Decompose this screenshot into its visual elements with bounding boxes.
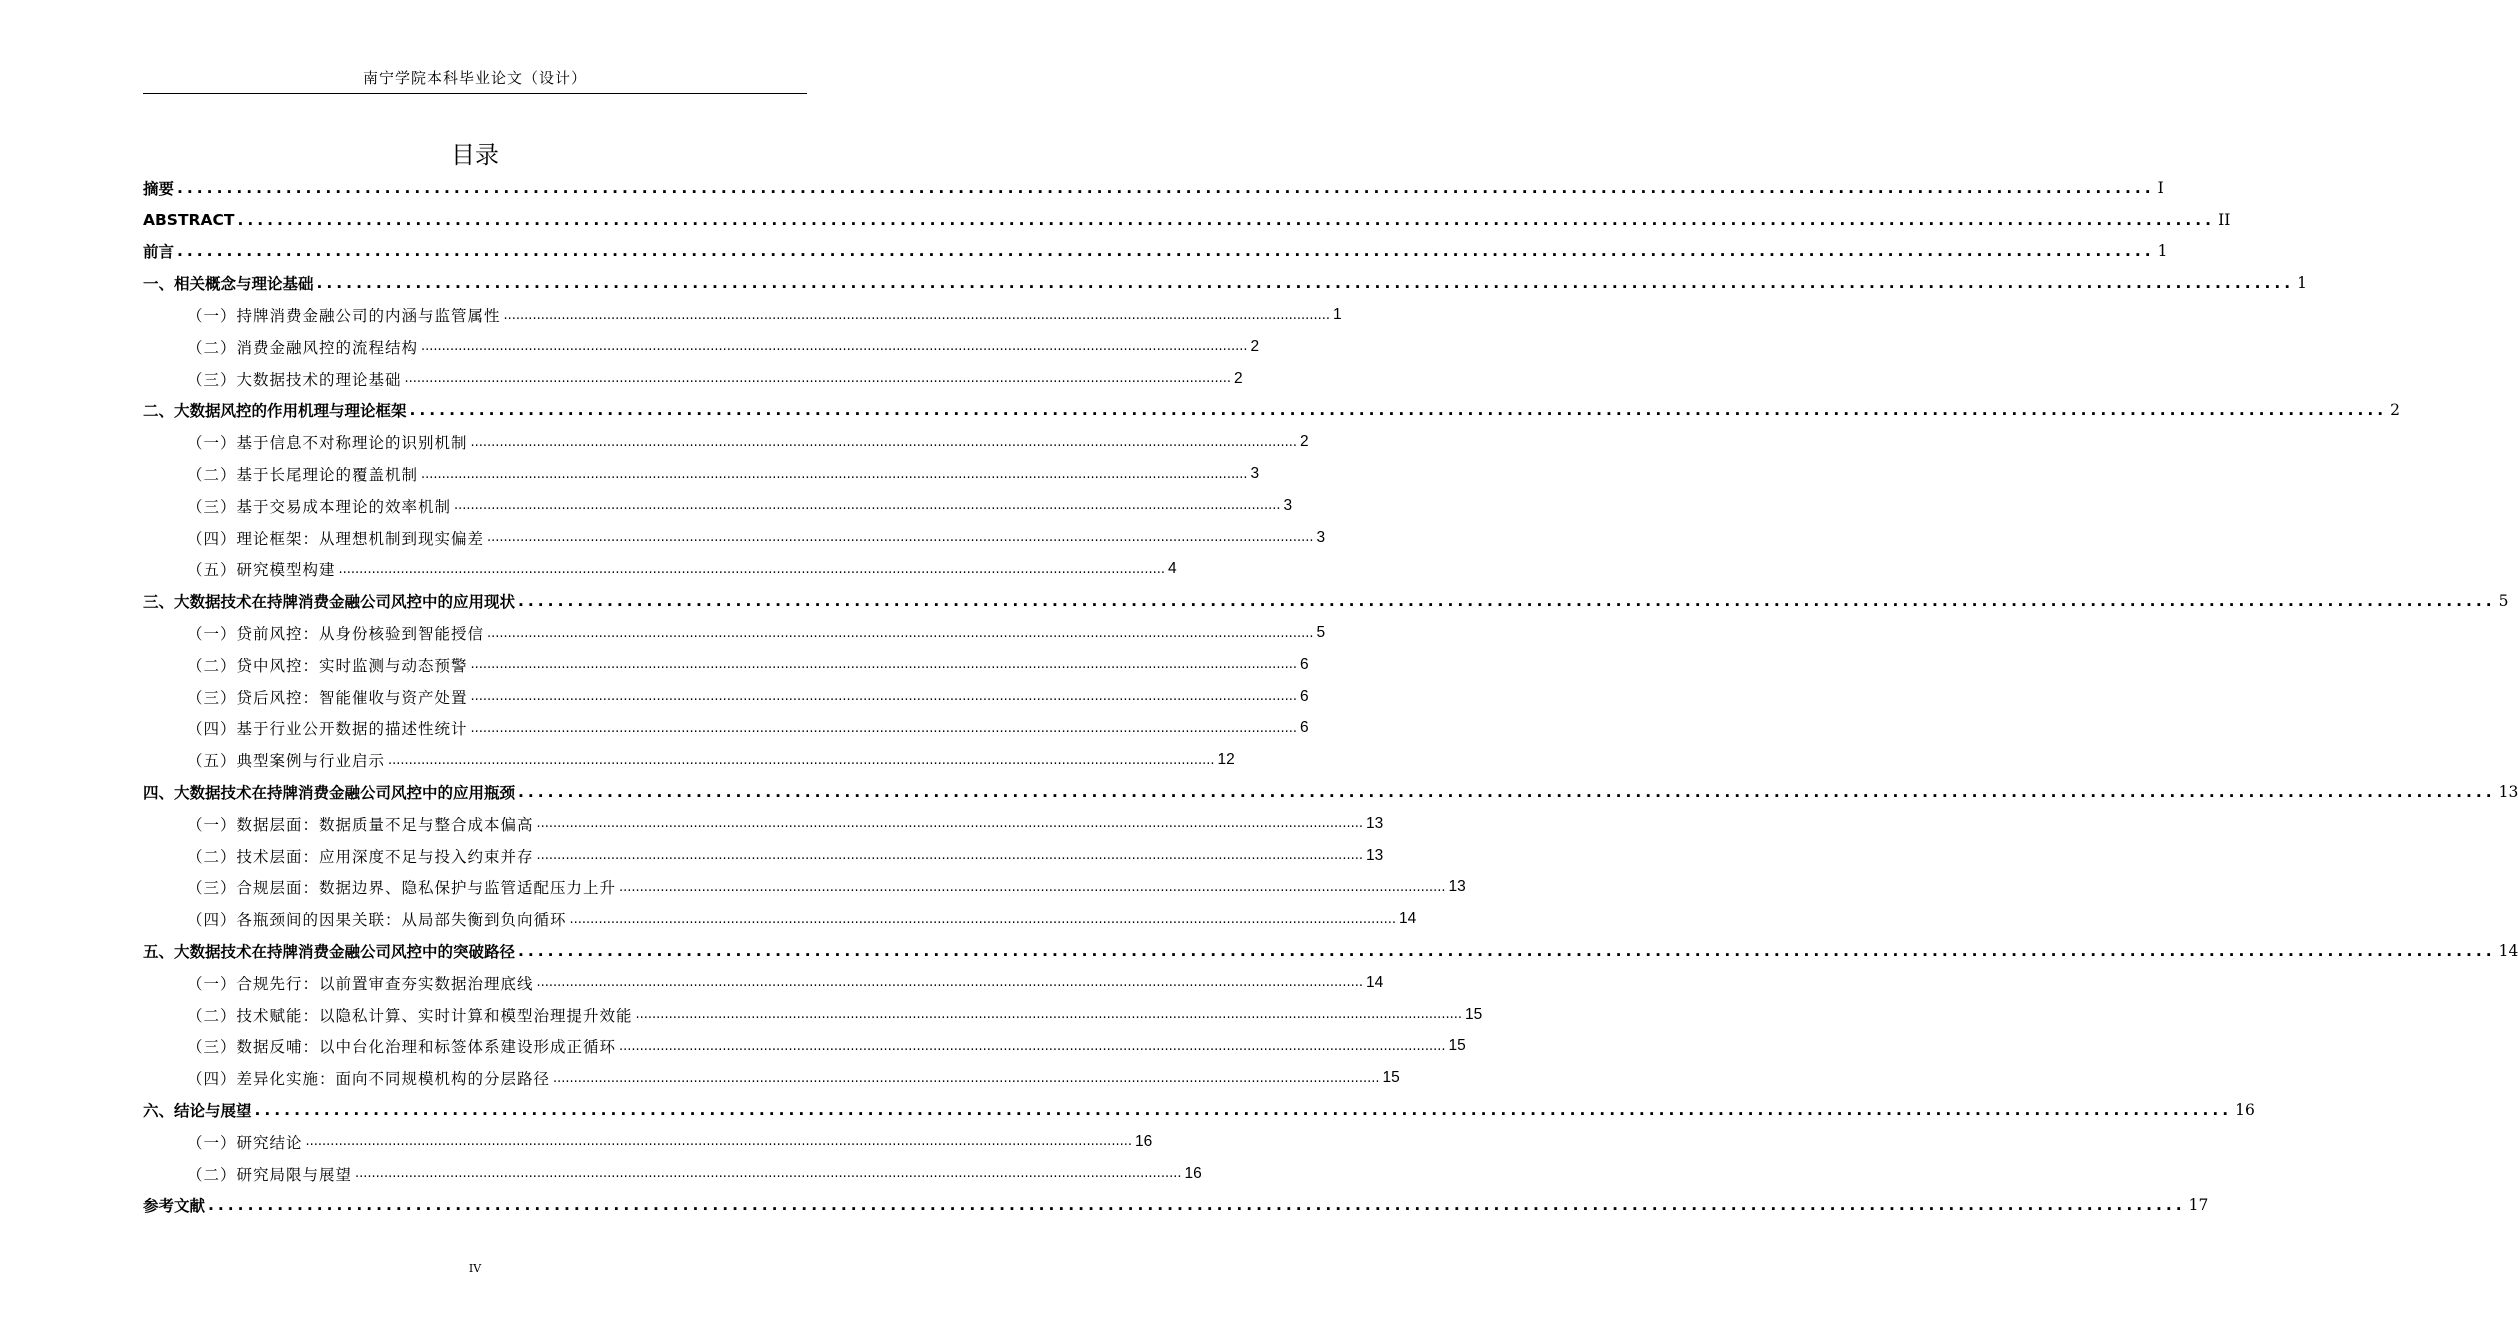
toc-dot-leader: ........................................................................................................................................................................................................ bbox=[237, 210, 2216, 229]
toc-entry-label: 四、大数据技术在持牌消费金融公司风控中的应用瓶颈 bbox=[143, 784, 516, 803]
toc-dot-leader: ........................................................................................................................................................................................................ bbox=[619, 1038, 1446, 1054]
toc-entry[interactable] bbox=[143, 1062, 1400, 1094]
header-rule bbox=[143, 93, 807, 94]
toc-entry-label: （一）数据层面：数据质量不足与整合成本偏高 bbox=[187, 815, 534, 834]
toc-entry-label: （二）贷中风控：实时监测与动态预警 bbox=[187, 656, 468, 675]
toc-dot-leader: ........................................................................................................................................................................................................ bbox=[454, 498, 1281, 514]
toc-entry[interactable] bbox=[143, 903, 1417, 935]
toc-entry-label: （五）研究模型构建 bbox=[187, 561, 336, 580]
toc-dot-leader: ........................................................................................................................................................................................................ bbox=[355, 1166, 1182, 1182]
running-header: 南宁学院本科毕业论文（设计） bbox=[362, 69, 587, 87]
toc-dot-leader: ........................................................................................................................................................................................................ bbox=[503, 307, 1330, 323]
toc-entry-label: （一）贷前风控：从身份核验到智能授信 bbox=[187, 625, 485, 644]
toc-entry-page: 2 bbox=[1250, 337, 1260, 355]
toc-dot-leader: ........................................................................................................................................................................................................ bbox=[470, 720, 1297, 736]
toc-entry-page: 16 bbox=[2235, 1101, 2255, 1119]
toc-dot-leader: ........................................................................................................................................................................................................ bbox=[177, 242, 2155, 261]
toc-entry-page: 6 bbox=[1299, 687, 1309, 705]
toc-entry-label: （四）差异化实施：面向不同规模机构的分层路径 bbox=[187, 1070, 551, 1089]
toc-entry[interactable] bbox=[143, 808, 1384, 840]
toc-entry-page: 6 bbox=[1299, 719, 1309, 737]
toc-entry-label: （一）持牌消费金融公司的内涵与监管属性 bbox=[187, 307, 501, 326]
toc-entry[interactable] bbox=[143, 395, 2401, 427]
toc-dot-leader: ........................................................................................................................................................................................................ bbox=[409, 401, 2388, 420]
toc-entry[interactable] bbox=[143, 1158, 1202, 1190]
toc-dot-leader: ........................................................................................................................................................................................................ bbox=[316, 274, 2295, 293]
toc-entry-label: （二）技术层面：应用深度不足与投入约束并存 bbox=[187, 847, 534, 866]
toc-entry[interactable] bbox=[143, 554, 1177, 586]
toc-entry-page: 2 bbox=[1233, 369, 1243, 387]
toc-entry-page: 14 bbox=[1365, 973, 1384, 991]
toc-dot-leader: ........................................................................................................................................................................................................ bbox=[518, 942, 2496, 961]
toc-entry-page: 1 bbox=[2297, 274, 2308, 293]
toc-entry[interactable] bbox=[143, 776, 2518, 808]
toc-entry[interactable] bbox=[143, 1126, 1153, 1158]
toc-entry[interactable] bbox=[143, 999, 1483, 1031]
toc-entry[interactable] bbox=[143, 840, 1384, 872]
toc-entry-label: 五、大数据技术在持牌消费金融公司风控中的突破路径 bbox=[143, 943, 516, 962]
toc-entry-label: （四）各瓶颈间的因果关联：从局部失衡到负向循环 bbox=[187, 911, 567, 930]
toc-entry[interactable] bbox=[143, 172, 2164, 204]
toc-entry-label: 前言 bbox=[143, 243, 175, 262]
toc-dot-leader: ........................................................................................................................................................................................................ bbox=[421, 339, 1248, 355]
toc-entry[interactable] bbox=[143, 872, 1466, 904]
toc-entry[interactable] bbox=[143, 1190, 2209, 1222]
toc-dot-leader: ........................................................................................................................................................................................................ bbox=[208, 1196, 2186, 1215]
toc-entry-label: 摘要 bbox=[143, 179, 175, 198]
toc-entry-page: II bbox=[2218, 210, 2231, 229]
toc-entry-page: 17 bbox=[2188, 1196, 2209, 1215]
toc-entry-label: （二）消费金融风控的流程结构 bbox=[187, 338, 419, 357]
toc-entry-page: 13 bbox=[1448, 878, 1466, 896]
toc-entry-label: （五）典型案例与行业启示 bbox=[187, 752, 386, 771]
toc-entry-page: 13 bbox=[1365, 814, 1384, 832]
toc-entry[interactable] bbox=[143, 458, 1260, 490]
toc-dot-leader: ........................................................................................................................................................................................................ bbox=[404, 371, 1231, 387]
toc-entry-page: 4 bbox=[1167, 560, 1177, 578]
toc-entry-label: （四）理论框架：从理想机制到现实偏差 bbox=[187, 529, 485, 548]
toc-entry-page: 14 bbox=[1398, 910, 1417, 928]
toc-dot-leader: ........................................................................................................................................................................................................ bbox=[177, 178, 2155, 197]
toc-dot-leader: ........................................................................................................................................................................................................ bbox=[388, 752, 1215, 768]
toc-entry-page: 3 bbox=[1316, 528, 1326, 546]
toc-entry-label: ABSTRACT bbox=[143, 210, 235, 229]
toc-entry-page: 5 bbox=[1316, 624, 1326, 642]
toc-entry-page: 1 bbox=[1332, 306, 1342, 324]
toc-entry[interactable] bbox=[143, 1031, 1466, 1063]
toc-entry-label: （一）研究结论 bbox=[187, 1133, 303, 1152]
toc-entry[interactable] bbox=[143, 649, 1309, 681]
toc-entry[interactable] bbox=[143, 713, 1309, 745]
toc-entry[interactable] bbox=[143, 426, 1309, 458]
toc-entry-label: （一）基于信息不对称理论的识别机制 bbox=[187, 434, 468, 453]
toc-entry[interactable] bbox=[143, 204, 2231, 236]
toc-entry-label: （三）合规层面：数据边界、隐私保护与监管适配压力上升 bbox=[187, 879, 617, 898]
toc-title: 目录 bbox=[451, 141, 499, 169]
toc-dot-leader: ........................................................................................................................................................................................................ bbox=[421, 466, 1248, 482]
toc-entry-label: 六、结论与展望 bbox=[143, 1102, 252, 1120]
toc-entry[interactable] bbox=[143, 490, 1293, 522]
toc-entry-page: 16 bbox=[1134, 1132, 1153, 1150]
toc-dot-leader: ........................................................................................................................................................................................................ bbox=[338, 561, 1165, 577]
toc-entry-label: （四）基于行业公开数据的描述性统计 bbox=[187, 720, 468, 739]
toc-entry-label: （二）基于长尾理论的覆盖机制 bbox=[187, 466, 419, 485]
toc-entry-page: 14 bbox=[2498, 942, 2518, 961]
toc-entry-page: 13 bbox=[1365, 846, 1384, 864]
toc-entry[interactable] bbox=[143, 267, 2308, 299]
toc-entry[interactable] bbox=[143, 1094, 2255, 1126]
toc-dot-leader: ........................................................................................................................................................................................................ bbox=[619, 879, 1446, 895]
toc-entry-page: 3 bbox=[1283, 496, 1293, 514]
toc-entry[interactable] bbox=[143, 236, 2168, 268]
toc-entry[interactable] bbox=[143, 967, 1384, 999]
toc-entry-page: 3 bbox=[1250, 465, 1260, 483]
toc-dot-leader: ........................................................................................................................................................................................................ bbox=[305, 1134, 1132, 1150]
toc-dot-leader: ........................................................................................................................................................................................................ bbox=[536, 816, 1363, 832]
toc-dot-leader: ........................................................................................................................................................................................................ bbox=[487, 625, 1314, 641]
toc-entry-label: 一、相关概念与理论基础 bbox=[143, 275, 314, 294]
toc-entry[interactable] bbox=[143, 681, 1309, 713]
toc-entry[interactable] bbox=[143, 331, 1260, 363]
toc-entry-label: （三）大数据技术的理论基础 bbox=[187, 370, 402, 389]
toc-entry-page: 15 bbox=[1448, 1037, 1466, 1055]
page-number: IV bbox=[468, 1262, 482, 1275]
toc-dot-leader: ........................................................................................................................................................................................................ bbox=[487, 530, 1314, 546]
toc-dot-leader: ........................................................................................................................................................................................................ bbox=[536, 975, 1363, 991]
toc-entry-page: 6 bbox=[1299, 655, 1309, 673]
toc-entry-page: 1 bbox=[2157, 242, 2168, 261]
toc-entry[interactable] bbox=[143, 935, 2518, 967]
toc-entry[interactable] bbox=[143, 299, 1342, 331]
toc-entry-label: 二、大数据风控的作用机理与理论框架 bbox=[143, 402, 407, 421]
toc-entry-label: （三）基于交易成本理论的效率机制 bbox=[187, 497, 452, 516]
toc-entry-label: （一）合规先行：以前置审查夯实数据治理底线 bbox=[187, 974, 534, 993]
toc-entry-label: （二）技术赋能：以隐私计算、实时计算和模型治理提升效能 bbox=[187, 1006, 633, 1025]
toc-entry-label: 参考文献 bbox=[143, 1197, 206, 1216]
toc-entry-page: 2 bbox=[2390, 401, 2401, 420]
toc-entry[interactable] bbox=[143, 744, 1235, 776]
toc-entry-page: 16 bbox=[1184, 1164, 1202, 1182]
table-of-contents bbox=[143, 172, 2518, 1221]
toc-entry-page: 13 bbox=[2498, 783, 2518, 802]
toc-dot-leader: ........................................................................................................................................................................................................ bbox=[470, 657, 1297, 673]
toc-dot-leader: ........................................................................................................................................................................................................ bbox=[470, 434, 1297, 450]
toc-entry-label: （三）数据反哺：以中台化治理和标签体系建设形成正循环 bbox=[187, 1038, 617, 1057]
toc-dot-leader: ........................................................................................................................................................................................................ bbox=[536, 848, 1363, 864]
toc-entry-page: 15 bbox=[1464, 1005, 1483, 1023]
toc-entry[interactable] bbox=[143, 363, 1243, 395]
toc-dot-leader: ........................................................................................................................................................................................................ bbox=[470, 689, 1297, 705]
toc-entry[interactable] bbox=[143, 617, 1326, 649]
toc-entry-page: 15 bbox=[1382, 1069, 1400, 1087]
toc-entry[interactable] bbox=[143, 585, 2509, 617]
toc-entry-page: 5 bbox=[2498, 592, 2509, 611]
toc-dot-leader: ........................................................................................................................................................................................................ bbox=[254, 1101, 2233, 1119]
toc-entry-label: （三）贷后风控：智能催收与资产处置 bbox=[187, 688, 468, 707]
toc-entry-page: 12 bbox=[1217, 751, 1235, 769]
toc-dot-leader: ........................................................................................................................................................................................................ bbox=[635, 1007, 1462, 1023]
toc-entry-page: I bbox=[2157, 178, 2164, 197]
toc-dot-leader: ........................................................................................................................................................................................................ bbox=[518, 592, 2496, 611]
toc-entry-page: 2 bbox=[1299, 433, 1309, 451]
toc-dot-leader: ........................................................................................................................................................................................................ bbox=[553, 1070, 1380, 1086]
toc-entry-label: 三、大数据技术在持牌消费金融公司风控中的应用现状 bbox=[143, 593, 516, 612]
toc-entry[interactable] bbox=[143, 522, 1326, 554]
toc-dot-leader: ........................................................................................................................................................................................................ bbox=[569, 911, 1396, 927]
toc-dot-leader: ........................................................................................................................................................................................................ bbox=[518, 783, 2496, 802]
toc-entry-label: （二）研究局限与展望 bbox=[187, 1165, 353, 1184]
